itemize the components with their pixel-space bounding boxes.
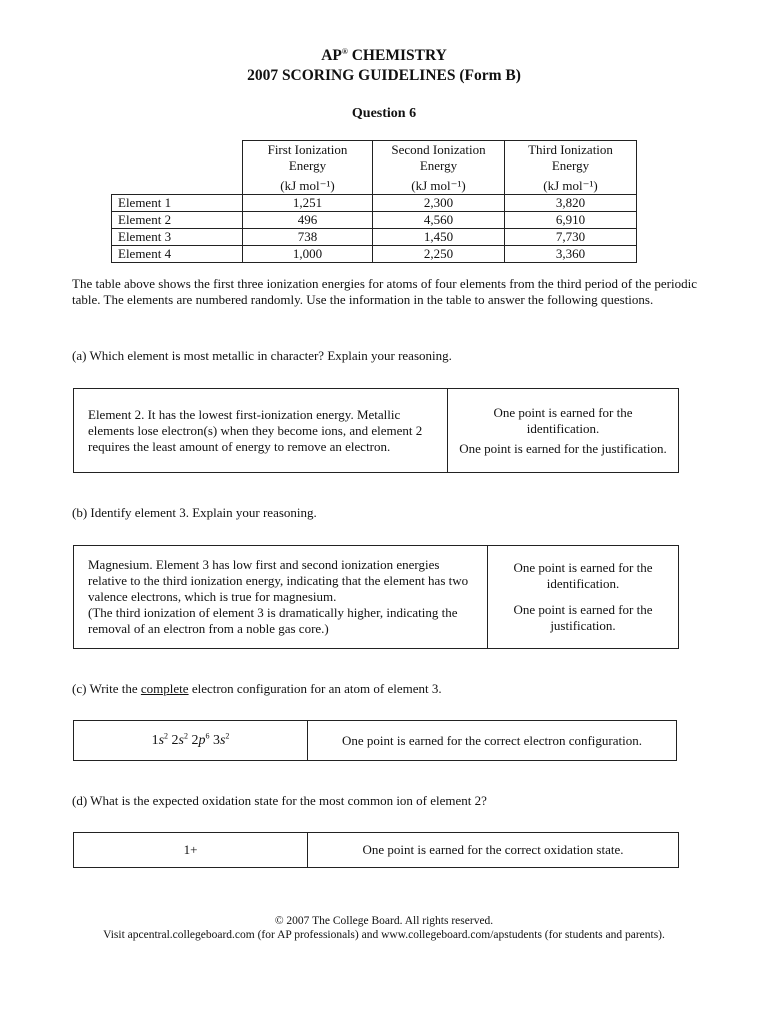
electron-configuration: $1s^2$ $2s^2$ $2p^6$ $3s^2$ bbox=[74, 721, 308, 760]
registered-mark: ® bbox=[341, 46, 348, 56]
part-b-prompt: (b) Identify element 3. Explain your reasoning. bbox=[72, 505, 317, 520]
footer-links-line: Visit apcentral.collegeboard.com (for AP professionals) and www.collegeboard.com/apstudents (for students and parents). bbox=[103, 929, 665, 941]
underlined-word: complete bbox=[140, 681, 189, 696]
part-c-scoring-box bbox=[73, 720, 677, 761]
part-c-prompt: (c) Write the complete electron configuration for an atom of element 3. bbox=[72, 681, 442, 696]
table-row: Element 3 738 1,450 7,730 bbox=[112, 229, 637, 246]
table-header-cell: Second Ionization Energy (kJ mol⁻¹) bbox=[373, 141, 505, 195]
part-d-answer: 1+ bbox=[74, 833, 308, 867]
part-b-points: One point is earned for the identification. One point is earned for the justification. bbox=[513, 560, 653, 633]
part-d-points: One point is earned for the correct oxidation state. bbox=[362, 842, 624, 857]
table-header-cell: Third Ionization Energy (kJ mol⁻¹) bbox=[505, 141, 637, 195]
copyright-line: © 2007 The College Board. All rights reserved. bbox=[274, 915, 494, 927]
question-title: Question 6 bbox=[351, 106, 417, 121]
part-a-scoring-box bbox=[73, 388, 679, 473]
table-row: Element 1 1,251 2,300 3,820 bbox=[112, 195, 637, 212]
document-header bbox=[0, 46, 768, 86]
ionization-energy-table bbox=[111, 140, 637, 263]
part-a-answer: Element 2. It has the lowest first-ionization energy. Metallic elements lose electron(s) when they become ions, and element 2 requires the least amount of energy to remove an electron. bbox=[74, 389, 448, 472]
table-row: Element 4 1,000 2,250 3,360 bbox=[112, 246, 637, 263]
table-header-row bbox=[112, 141, 637, 195]
intro-paragraph: The table above shows the first three ionization energies for atoms of four elements from the third period of the periodic table. The elements are numbered randomly. Use the information in the table to answer the following questions. bbox=[72, 276, 698, 307]
header-line-2: 2007 SCORING GUIDELINES (Form B) bbox=[247, 67, 521, 84]
part-d-prompt: (d) What is the expected oxidation state for the most common ion of element 2? bbox=[72, 793, 487, 808]
part-b-scoring-box bbox=[73, 545, 679, 649]
header-line-1: AP® CHEMISTRY bbox=[321, 46, 447, 64]
part-a-prompt: (a) Which element is most metallic in character? Explain your reasoning. bbox=[72, 348, 452, 363]
table-header-cell: First Ionization Energy (kJ mol⁻¹) bbox=[243, 141, 373, 195]
footer bbox=[0, 914, 768, 942]
part-c-points: One point is earned for the correct electron configuration. bbox=[342, 732, 642, 748]
part-d-scoring-box bbox=[73, 832, 679, 868]
table-row: Element 2 496 4,560 6,910 bbox=[112, 212, 637, 229]
part-b-answer: Magnesium. Element 3 has low first and second ionization energies relative to the third ionization energy, indicating that the element has two valence electrons, which is true for magnesium. (The third ionization of element 3 is dramatically higher, indicating the removal of an electron from a noble gas core.) bbox=[74, 546, 488, 648]
part-a-points: One point is earned for the identification. One point is earned for the justification. bbox=[459, 404, 667, 456]
